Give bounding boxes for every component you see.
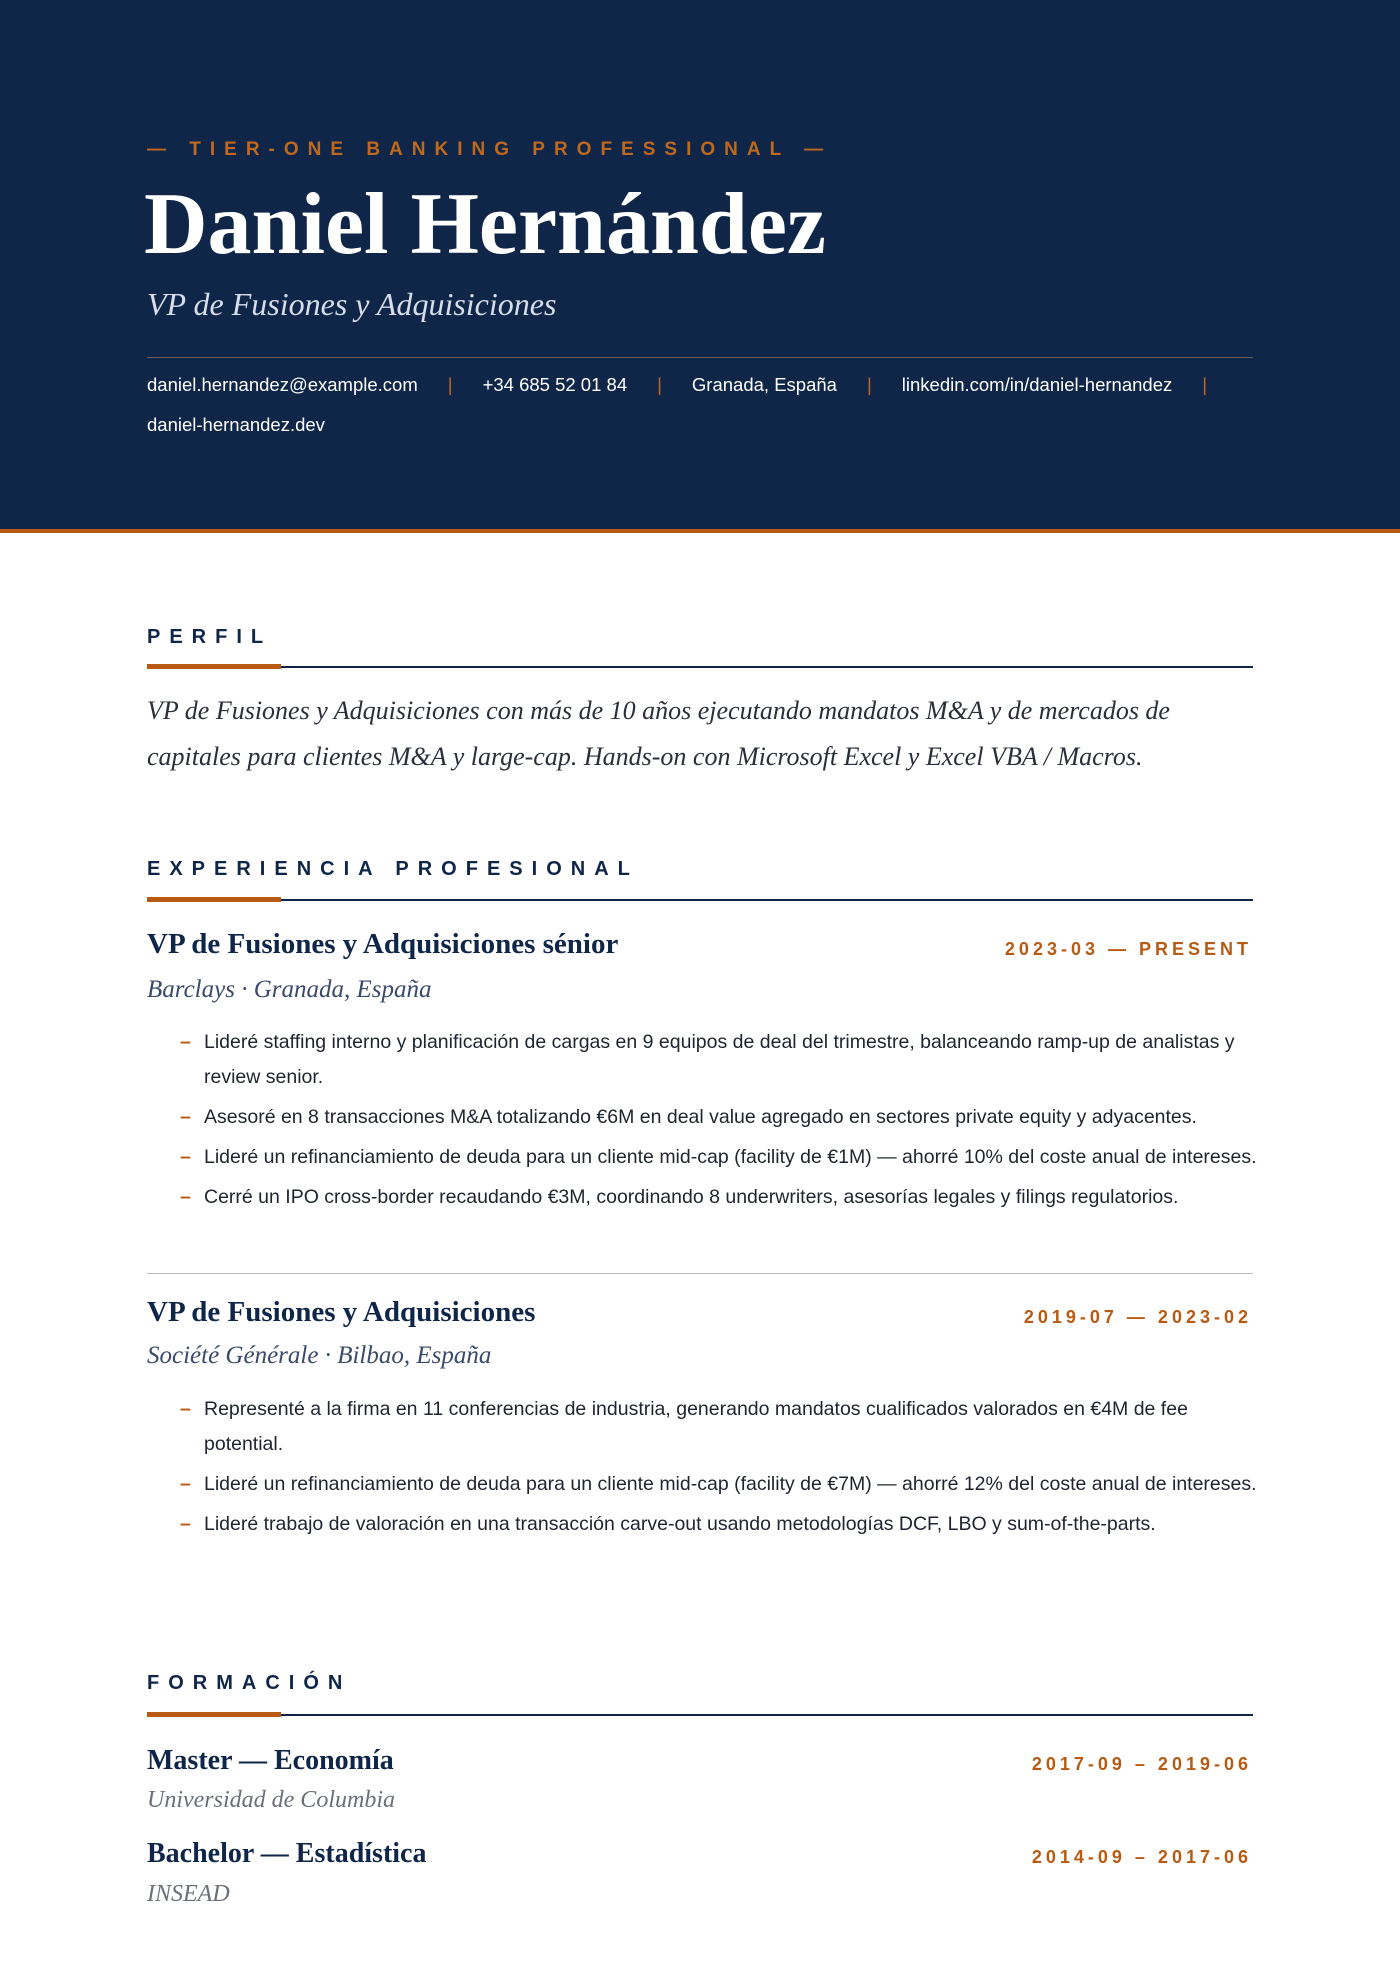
bullet-marker: – (180, 1186, 191, 1208)
bullet-marker: – (180, 1106, 191, 1128)
bullet-text: Lideré staffing interno y planificación de cargas en 9 equipos de deal del trimestre, balanceando ramp-up de analistas y review senior. (204, 1031, 1235, 1088)
section-rule-education (147, 1714, 1253, 1716)
section-title-profile: PERFIL (147, 626, 273, 648)
section-rule-experience (147, 899, 1253, 901)
tagline: — TIER-ONE BANKING PROFESSIONAL — (147, 139, 833, 160)
bullet-marker: – (180, 1398, 191, 1420)
contact-email-text[interactable]: daniel.hernandez@example.com (147, 374, 418, 395)
education-degree: Master — Economía (147, 1745, 394, 1776)
bullet-marker: – (180, 1473, 191, 1495)
candidate-name: Daniel Hernández (144, 176, 826, 273)
bullet-text: Lideré un refinanciamiento de deuda para un cliente mid-cap (facility de €7M) — ahorré 12% del coste anual de intereses. (204, 1473, 1257, 1495)
list-item (180, 1507, 1260, 1542)
contact-separator: | (866, 374, 872, 395)
bullet-marker: – (180, 1031, 191, 1053)
job-title: VP de Fusiones y Adquisiciones sénior (147, 928, 619, 960)
contact-website[interactable] (147, 412, 325, 438)
list-item (180, 1025, 1260, 1095)
bullet-marker: – (180, 1513, 191, 1535)
section-rule-accent (147, 1712, 281, 1717)
job-dates: 2023-03 — PRESENT (1004, 939, 1252, 959)
bullet-text: Representé a la firma en 11 conferencias de industria, generando mandatos cualificados valorados en €4M de fee potential. (204, 1398, 1188, 1455)
bullet-text: Cerré un IPO cross-border recaudando €3M, coordinando 8 underwriters, asesorías legales y filings regulatorios. (204, 1186, 1179, 1208)
section-rule-accent (147, 664, 281, 669)
bullet-marker: – (180, 1146, 191, 1168)
contact-phone[interactable] (483, 372, 692, 398)
list-item (180, 1180, 1260, 1215)
contact-separator: | (447, 374, 453, 395)
job-bullets (180, 1392, 1260, 1547)
contact-bar (147, 372, 1267, 438)
profile-summary: VP de Fusiones y Adquisiciones con más de 10 años ejecutando mandatos M&A y de mercados de capitales para clientes M&A y large-cap. Hands-on con Microsoft Excel y Excel VBA / Macros. (147, 696, 1170, 771)
bullet-text: Lideré un refinanciamiento de deuda para un cliente mid-cap (facility de €1M) — ahorré 10% del coste anual de intereses. (204, 1146, 1257, 1168)
education-school: Universidad de Columbia (147, 1787, 395, 1813)
contact-linkedin-link[interactable]: linkedin.com/in/daniel-hernandez (901, 374, 1173, 395)
job-bullets (180, 1025, 1260, 1220)
candidate-role: VP de Fusiones y Adquisiciones (147, 286, 557, 322)
section-rule-profile (147, 666, 1253, 668)
list-item (180, 1100, 1260, 1135)
education-dates: 2014-09 – 2017-06 (1031, 1847, 1252, 1867)
education-degree: Bachelor — Estadística (147, 1838, 427, 1869)
contact-location (692, 372, 902, 398)
job-company: Société Générale · Bilbao, España (147, 1342, 492, 1369)
list-item (180, 1392, 1260, 1462)
list-item (180, 1467, 1260, 1502)
job-title: VP de Fusiones y Adquisiciones (147, 1296, 536, 1328)
contact-phone-text[interactable]: +34 685 52 01 84 (482, 374, 628, 395)
contact-linkedin[interactable] (902, 372, 1237, 398)
education-dates: 2017-09 – 2019-06 (1031, 1754, 1252, 1774)
bullet-text: Asesoré en 8 transacciones M&A totalizando €6M en deal value agregado en sectores private equity y adyacentes. (204, 1106, 1197, 1128)
contact-website-link[interactable]: daniel-hernandez.dev (147, 414, 325, 435)
job-dates: 2019-07 — 2023-02 (1023, 1307, 1252, 1327)
list-item (180, 1140, 1260, 1175)
job-company: Barclays · Granada, España (147, 976, 432, 1003)
contact-separator: | (1202, 374, 1208, 395)
education-school: INSEAD (147, 1881, 230, 1907)
section-title-experience: EXPERIENCIA PROFESIONAL (147, 858, 639, 880)
job-divider (147, 1273, 1253, 1274)
contact-separator: | (657, 374, 662, 395)
contact-location-text: Granada, España (691, 374, 837, 395)
section-rule-accent (147, 897, 281, 902)
header-divider (147, 357, 1253, 358)
contact-email[interactable] (147, 372, 483, 398)
bullet-text: Lideré trabajo de valoración en una transacción carve-out usando metodologías DCF, LBO y sum-of-the-parts. (204, 1513, 1156, 1535)
header-banner (0, 0, 1400, 533)
section-title-education: FORMACIÓN (147, 1672, 352, 1694)
